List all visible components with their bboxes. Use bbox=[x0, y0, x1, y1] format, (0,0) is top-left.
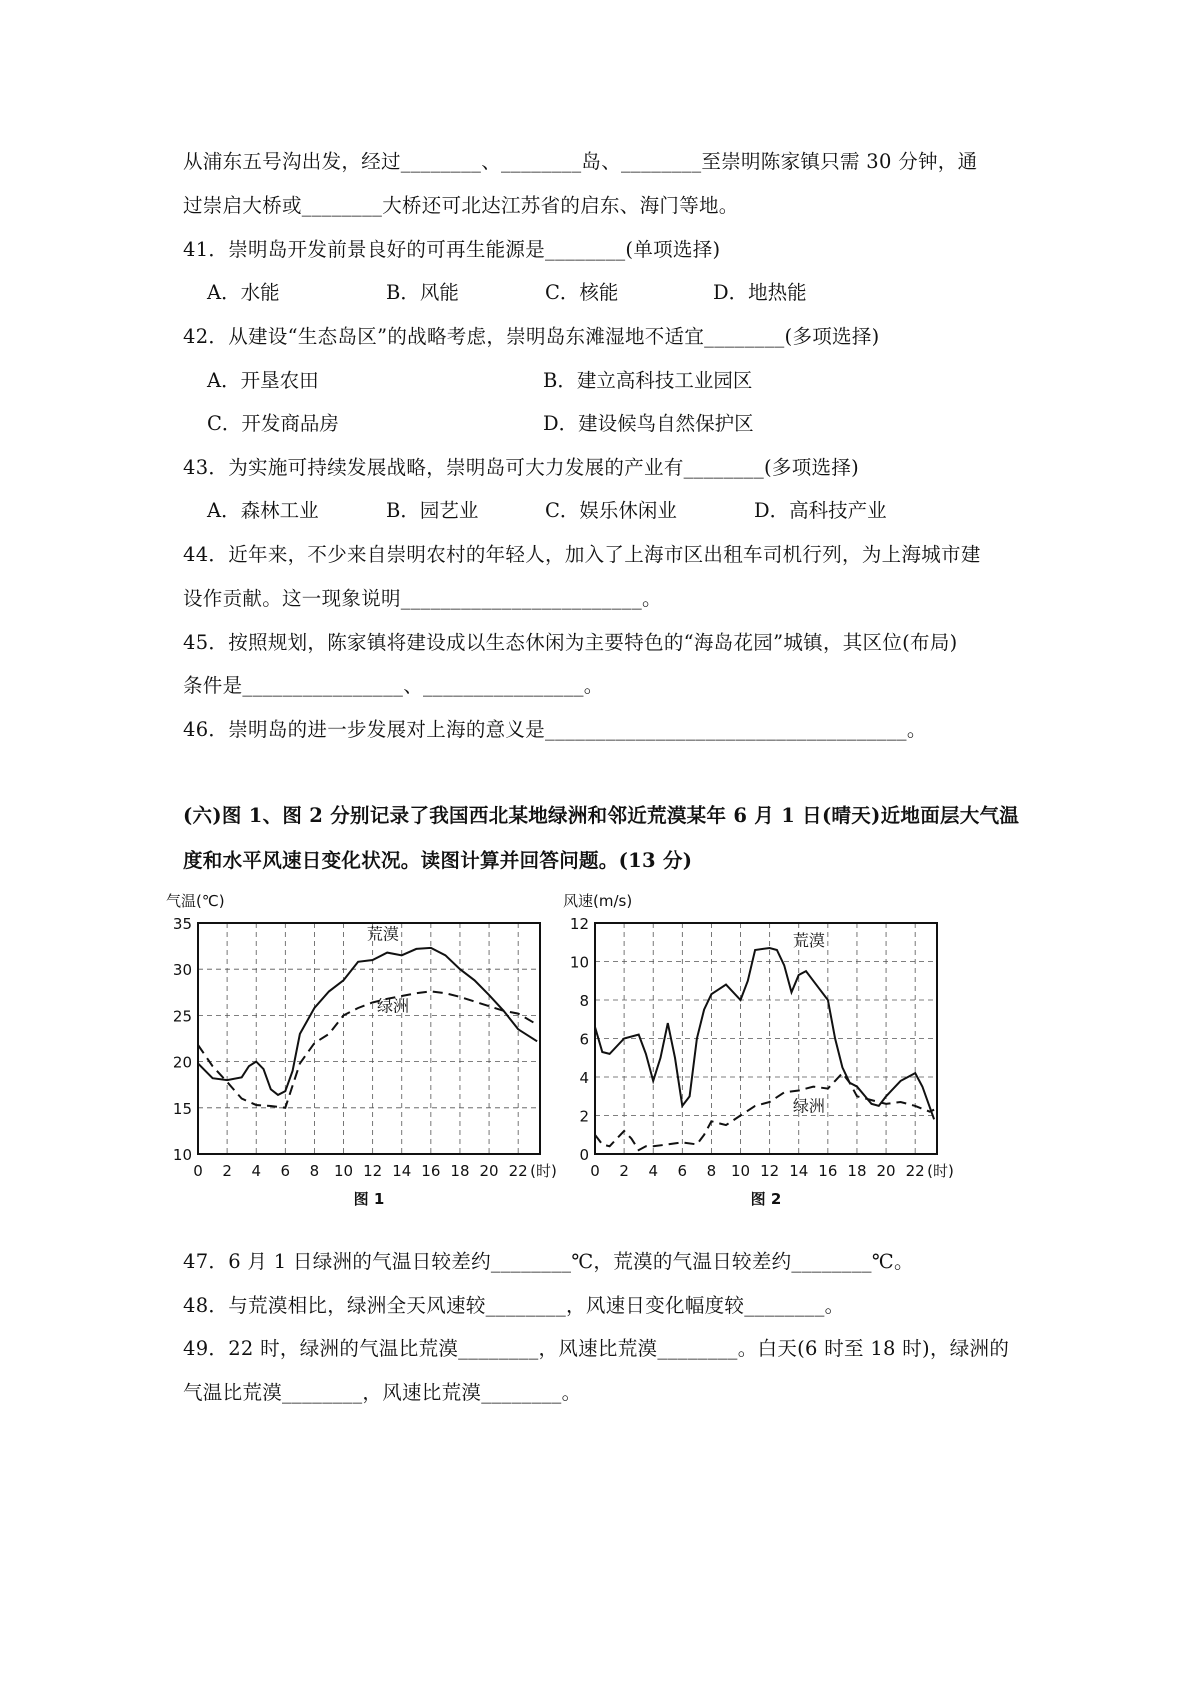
x-tick-label: 4 bbox=[648, 1162, 658, 1180]
x-tick-label: 22 bbox=[905, 1162, 925, 1180]
y-tick-label: 15 bbox=[172, 1099, 192, 1118]
x-tick-label: 16 bbox=[818, 1162, 838, 1180]
y-axis-label: 风速(m/s) bbox=[563, 892, 633, 910]
series-label: 荒漠 bbox=[792, 931, 825, 951]
y-tick-label: 30 bbox=[172, 961, 192, 980]
plot-frame bbox=[198, 923, 540, 1154]
series-line-desert bbox=[198, 948, 537, 1095]
wind-speed-chart bbox=[555, 880, 955, 1220]
series-label: 荒漠 bbox=[366, 924, 399, 944]
y-tick-label: 8 bbox=[579, 992, 589, 1010]
x-tick-label: 20 bbox=[479, 1162, 499, 1180]
x-tick-label: 10 bbox=[333, 1162, 354, 1180]
y-tick-label: 10 bbox=[172, 1146, 192, 1164]
y-tick-label: 0 bbox=[579, 1146, 589, 1164]
q43-option-b: B．园艺业 bbox=[386, 499, 479, 522]
q41-option-d: D．地热能 bbox=[713, 281, 807, 304]
x-tick-label: 14 bbox=[789, 1162, 809, 1180]
y-tick-label: 4 bbox=[579, 1069, 589, 1087]
q42-option-c: C．开发商品房 bbox=[207, 412, 339, 435]
x-axis-unit: (时) bbox=[530, 1162, 557, 1180]
question-45-line-2: 条件是________________、________________。 bbox=[183, 674, 604, 697]
x-tick-label: 12 bbox=[760, 1162, 780, 1180]
section-6-intro-line-2: 度和水平风速日变化状况。读图计算并回答问题。(13 分) bbox=[183, 849, 693, 872]
question-44-line-2: 设作贡献。这一现象说明________________________。 bbox=[183, 587, 662, 610]
series-line-oasis bbox=[198, 991, 537, 1107]
question-49-line-2: 气温比荒漠________，风速比荒漠________。 bbox=[183, 1381, 582, 1404]
q43-option-a: A．森林工业 bbox=[207, 499, 319, 522]
x-tick-label: 12 bbox=[363, 1162, 383, 1180]
x-tick-label: 18 bbox=[450, 1162, 470, 1180]
series-label: 绿洲 bbox=[377, 996, 410, 1016]
question-43: 43．为实施可持续发展战略，崇明岛可大力发展的产业有________(多项选择) bbox=[183, 456, 860, 479]
x-tick-label: 6 bbox=[677, 1162, 688, 1180]
q43-option-d: D．高科技产业 bbox=[754, 499, 887, 522]
y-tick-label: 20 bbox=[172, 1053, 192, 1072]
x-tick-label: 6 bbox=[280, 1162, 291, 1180]
question-48: 48．与荒漠相比，绿洲全天风速较________，风速日变化幅度较________。 bbox=[183, 1294, 845, 1317]
x-axis-unit: (时) bbox=[927, 1162, 954, 1180]
y-tick-label: 2 bbox=[579, 1107, 589, 1126]
y-tick-label: 6 bbox=[579, 1030, 589, 1049]
q42-option-d: D．建设候鸟自然保护区 bbox=[543, 412, 754, 435]
q41-option-a: A．水能 bbox=[207, 281, 280, 304]
chart-figure-1 bbox=[158, 880, 558, 1220]
section-6-intro-line-1: (六)图 1、图 2 分别记录了我国西北某地绿洲和邻近荒漠某年 6 月 1 日(晴天)近地面层大气温 bbox=[183, 804, 1020, 827]
q43-option-c: C．娱乐休闲业 bbox=[545, 499, 677, 522]
x-tick-label: 16 bbox=[421, 1162, 441, 1180]
chart-caption: 图 1 bbox=[353, 1190, 385, 1208]
x-tick-label: 8 bbox=[309, 1162, 320, 1180]
passage-line-2: 过崇启大桥或________大桥还可北达江苏省的启东、海门等地。 bbox=[183, 194, 739, 217]
x-tick-label: 18 bbox=[847, 1162, 867, 1180]
question-49-line-1: 49．22 时，绿洲的气温比荒漠________，风速比荒漠________。白天(6 时至 18 时)，绿洲的 bbox=[183, 1337, 1010, 1360]
series-line-oasis bbox=[595, 1073, 934, 1150]
x-tick-label: 20 bbox=[876, 1162, 896, 1180]
question-46: 46．崇明岛的进一步发展对上海的意义是____________________________________。 bbox=[183, 718, 927, 741]
y-tick-label: 10 bbox=[569, 953, 589, 972]
passage-line-1: 从浦东五号沟出发，经过________、________岛、________至崇明陈家镇只需 30 分钟，通 bbox=[183, 150, 978, 173]
y-tick-label: 25 bbox=[172, 1007, 192, 1026]
q42-option-a: A．开垦农田 bbox=[207, 369, 319, 392]
y-tick-label: 35 bbox=[172, 915, 192, 933]
series-line-desert bbox=[595, 948, 934, 1119]
x-tick-label: 2 bbox=[222, 1162, 232, 1180]
chart-caption: 图 2 bbox=[750, 1190, 782, 1208]
temperature-chart bbox=[158, 880, 558, 1220]
q42-option-b: B．建立高科技工业园区 bbox=[543, 369, 753, 392]
y-tick-label: 12 bbox=[569, 915, 589, 933]
q41-option-b: B．风能 bbox=[386, 281, 459, 304]
x-tick-label: 8 bbox=[706, 1162, 717, 1180]
series-label: 绿洲 bbox=[792, 1096, 825, 1116]
x-tick-label: 0 bbox=[590, 1162, 600, 1180]
x-tick-label: 4 bbox=[251, 1162, 261, 1180]
question-45-line-1: 45．按照规划，陈家镇将建设成以生态休闲为主要特色的“海岛花园”城镇，其区位(布局) bbox=[183, 631, 958, 654]
q41-option-c: C．核能 bbox=[545, 281, 619, 304]
question-44-line-1: 44．近年来，不少来自崇明农村的年轻人，加入了上海市区出租车司机行列，为上海城市建 bbox=[183, 543, 981, 566]
chart-figure-2 bbox=[555, 880, 955, 1220]
question-41: 41．崇明岛开发前景良好的可再生能源是________(单项选择) bbox=[183, 238, 721, 261]
y-axis-label: 气温(℃) bbox=[166, 892, 225, 910]
question-42: 42．从建设“生态岛区”的战略考虑，崇明岛东滩湿地不适宜________(多项选择) bbox=[183, 325, 880, 348]
x-tick-label: 22 bbox=[508, 1162, 528, 1180]
x-tick-label: 14 bbox=[392, 1162, 412, 1180]
x-tick-label: 10 bbox=[730, 1162, 751, 1180]
question-47: 47．6 月 1 日绿洲的气温日较差约________℃，荒漠的气温日较差约________℃。 bbox=[183, 1250, 914, 1273]
x-tick-label: 0 bbox=[193, 1162, 203, 1180]
x-tick-label: 2 bbox=[619, 1162, 629, 1180]
